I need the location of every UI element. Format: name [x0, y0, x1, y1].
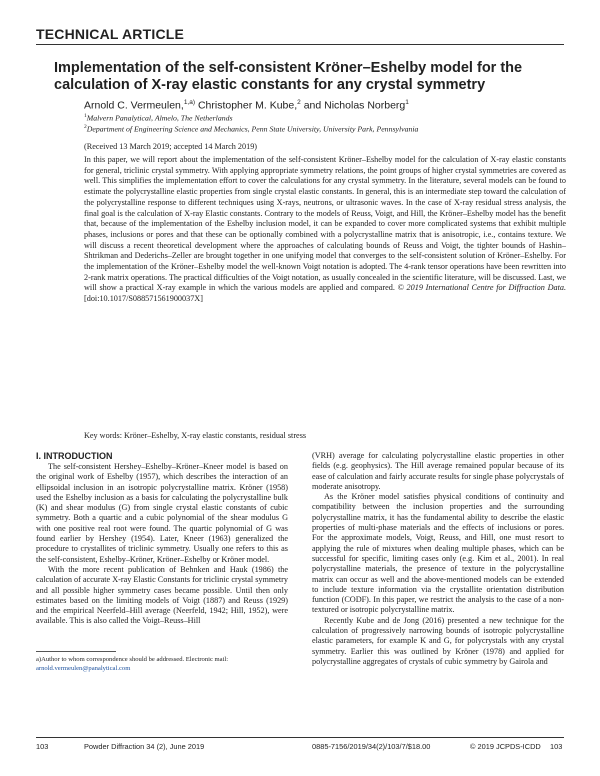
header-rule — [36, 44, 564, 45]
abstract-body: In this paper, we will report about the implementation of the self-consistent Kröner–Eshelby model for the calculation of X-ray elastic constants for general, triclinic crystal symmetry. With applying appropriate symmetry relations, the point groups of higher crystal symmetries are covered as well. This simplifies the implementation effort to cover the calculations for any crystal symmetry. In the literature, several models can be found to estimate the polycrystalline elastic properties from single crystal elastic constants. In general, this is an intermediate step toward the calculation of the polycrystalline response to different techniques using X-rays, neutrons, or ultrasonic waves. In the case of X-ray residual stress analysis, the final goal is the calculation of X-ray Elastic constants. Contrary to the models of Reuss, Voigt, and Hill, the Kröner–Eshelby model has the benefit that, because of the implementation of the Eshelby inclusion model, it can be expanded to cover more complicated systems that exhibit multiple phases, inclusions or pores and that these can be optionally combined with a polycrystalline matrix that is anisotropic, i.e., contains texture. We will discuss a recent theoretical development where the approaches of calculating bounds of Reuss and Voigt, the tighter bounds of Hashin–Shtrikman and Dederichs–Zeller are brought together in one unifying model that converges to the self-consistent solution of Kröner–Eshelby. For the implementation of the Kröner–Eshelby model the well-known Voigt notation is adopted. The 4-rank tensor operations have been rewritten into 2-rank matrix operations. The practical difficulties of the Voigt notation, as usually concealed in the scientific literature, will be discussed. Last, we will show a practical X-ray example in which the various models are applied and compared. — [84, 155, 566, 293]
abstract-doi: [doi:10.1017/S088571561900037X] — [84, 294, 203, 304]
article-title: Implementation of the self-consistent Kröner–Eshelby model for the calculation of X-ray elastic constants for any crystal symmetry — [54, 60, 523, 93]
footer-journal: Powder Diffraction 34 (2), June 2019 — [84, 742, 205, 751]
footer-copyright: © 2019 JCPDS-ICDD — [470, 742, 541, 751]
abstract-copyright: © 2019 International Centre for Diffraction Data. — [397, 283, 567, 293]
right-column — [312, 451, 564, 667]
keywords: Key words: Kröner–Eshelby, X-ray elastic constants, residual stress — [84, 431, 307, 440]
intro-paragraph-2: With the more recent publication of Behnken and Hauk (1986) the calculation of accurate X-ray Elastic Constants for triclinic crystal symmetry and all possible higher symmetry cases became possible. Until then only estimates based on the limiting models of Voigt (1887) and Reuss (1929) and the empirical Neerfeld–Hill average (Neerfeld, 1942; Hill, 1952), were available. This is also called the Voigt–Reuss–Hill — [36, 564, 288, 626]
footnote-rule — [36, 651, 116, 652]
author-3: and Nicholas Norberg — [303, 99, 406, 112]
author-2: Christopher M. Kube, — [197, 99, 298, 112]
left-column — [36, 462, 288, 627]
intro-paragraph-4: As the Kröner model satisfies physical conditions of continuity and compatibility between the inclusion properties and the surrounding polycrystalline matrix, it has the fundamental ability to describe the elastic properties of multi-phase materials and the effects of inclusions or pores. For the approximate models, Voigt, Reuss, and Hill, one must resort to applying the rule of mixtures when dealing multiple phases, which can be successful for specific, limiting cases only (e.g. Kim et al., 2001). In real polycrystalline materials, the presence of texture in the polycrystalline matrix can occur as well and the above-mentioned models can be extended to include texture information via the crystallite orientation distribution function (CODF). In this paper, we restrict the analysis to the case of a non-textured or isotropic polycrystalline matrix. — [312, 492, 564, 615]
received-dates: (Received 13 March 2019; accepted 14 March 2019) — [84, 142, 258, 151]
abstract — [84, 155, 566, 305]
footnote-text: a)Author to whom correspondence should be addressed. Electronic mail: — [36, 656, 229, 663]
author-list — [84, 99, 409, 112]
affiliation-1-sup: 1 — [84, 113, 87, 119]
footer-rule — [36, 737, 564, 738]
correspondence-footnote — [36, 656, 288, 673]
affiliation-1 — [84, 113, 233, 123]
author-1: Arnold C. Vermeulen, — [84, 99, 184, 112]
author-3-affil: 1 — [405, 99, 409, 106]
author-1-affil: 1,a) — [183, 99, 196, 106]
affiliation-2-text: Department of Engineering Science and Mechanics, Penn State University, University Park, Pennsylvania — [86, 124, 419, 134]
intro-paragraph-3: (VRH) average for calculating polycrystalline elastic properties in other fields (e.g. geophysics). The Hill average remained popular because of its ease of calculation and fairly accurate results for single phase polycrystals of moderate anisotropy. — [312, 451, 564, 491]
footer-page-left: 103 — [36, 742, 49, 751]
affiliation-1-text: Malvern Panalytical, Almelo, The Netherlands — [86, 113, 233, 123]
author-email-link[interactable]: arnold.vermeulen@panalytical.com — [36, 664, 131, 672]
footer-page-right: 103 — [550, 742, 563, 751]
footer-issn: 0885-7156/2019/34(2)/103/7/$18.00 — [312, 742, 431, 751]
affiliation-2 — [84, 124, 418, 134]
author-2-affil: 2 — [297, 99, 301, 106]
intro-paragraph-5: Recently Kube and de Jong (2016) presented a new technique for the calculation of progressively narrowing bounds of isotropic polycrystalline elastic parameters, for example K and G, for polycrystals with any crystal symmetry. Earlier this was outlined by Kröner (1978) and applied for polycrystalline aggregates of crystals of cubic symmetry by Gairola and — [312, 615, 564, 666]
intro-paragraph-1: The self-consistent Hershey–Eshelby–Kröner–Kneer model is based on the original work of Eshelby (1957), which describes the interaction of an ellipsoidal inclusion in an isotropic polycrystalline matrix. Kröner (1958) used the Eshelby inclusion as a basis for calculating the polycrystalline bulk (K) and shear modulus (G) from single crystal elastic constants of cubic symmetry. Both a quartic and a cubic polynomial of the shear modulus G with one positive real root were found. The quartic polynomial of G was found earlier by Hershey (1954). Later, Kneer (1963) generalized the procedure to crystallites of triclinic symmetry. Usually one refers to this as the self-consistent, Eshelby–Kröner, Kröner–Eshelby or Kröner model. — [36, 462, 288, 564]
article-type-kicker: TECHNICAL ARTICLE — [36, 26, 185, 42]
section-heading-introduction: I. INTRODUCTION — [36, 451, 113, 461]
affiliation-2-sup: 2 — [84, 124, 87, 130]
